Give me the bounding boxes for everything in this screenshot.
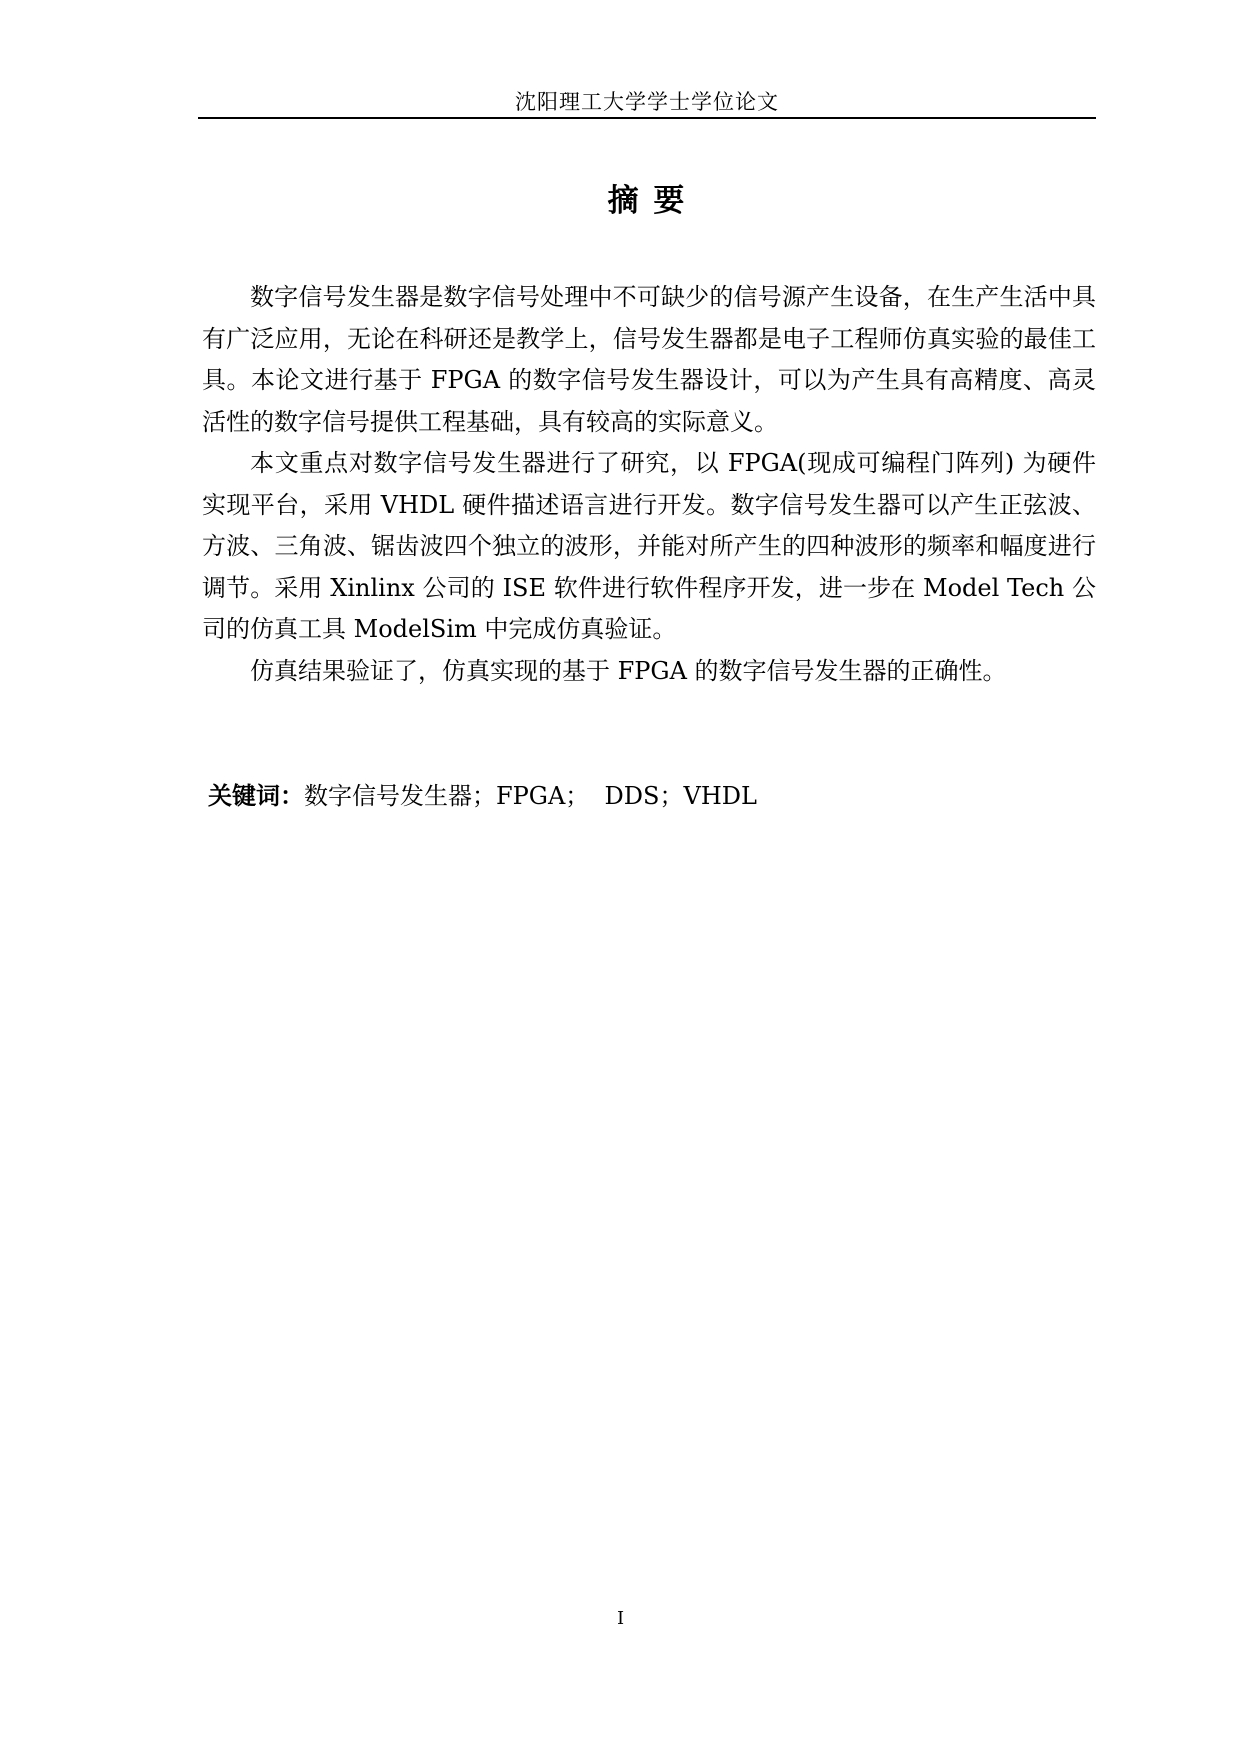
running-header: 沈阳理工大学学士学位论文: [515, 90, 779, 114]
abstract-paragraph-1: 数字信号发生器是数字信号处理中不可缺少的信号源产生设备，在生产生活中具有广泛应用，无论在科研还是教学上，信号发生器都是电子工程师仿真实验的最佳工具。本论文进行基于 FPGA 的数字信号发生器设计，可以为产生具有高精度、高灵活性的数字信号提供工程基础，具有较高的实际意义。: [202, 283, 1096, 436]
keywords-label: 关键词：: [208, 782, 304, 810]
keywords-text: 数字信号发生器；FPGA； DDS；VHDL: [304, 782, 757, 810]
abstract-paragraph-3: 仿真结果验证了，仿真实现的基于 FPGA 的数字信号发生器的正确性。: [250, 656, 1007, 685]
header-rule: [198, 117, 1096, 119]
abstract-paragraph-2: 本文重点对数字信号发生器进行了研究，以 FPGA(现成可编程门阵列) 为硬件实现平台，采用 VHDL 硬件描述语言进行开发。数字信号发生器可以产生正弦波、方波、三角波、锯齿波四个独立的波形，并能对所产生的四种波形的频率和幅度进行调节。采用 Xinlinx 公司的 ISE 软件进行软件程序开发，进一步在 Model Tech 公司的仿真工具 ModelSim 中完成仿真验证。: [202, 449, 1096, 643]
abstract-title: 摘 要: [607, 183, 687, 219]
abstract-body: [202, 277, 1096, 692]
keywords-line: [208, 779, 1068, 813]
page-number: I: [616, 1608, 625, 1629]
